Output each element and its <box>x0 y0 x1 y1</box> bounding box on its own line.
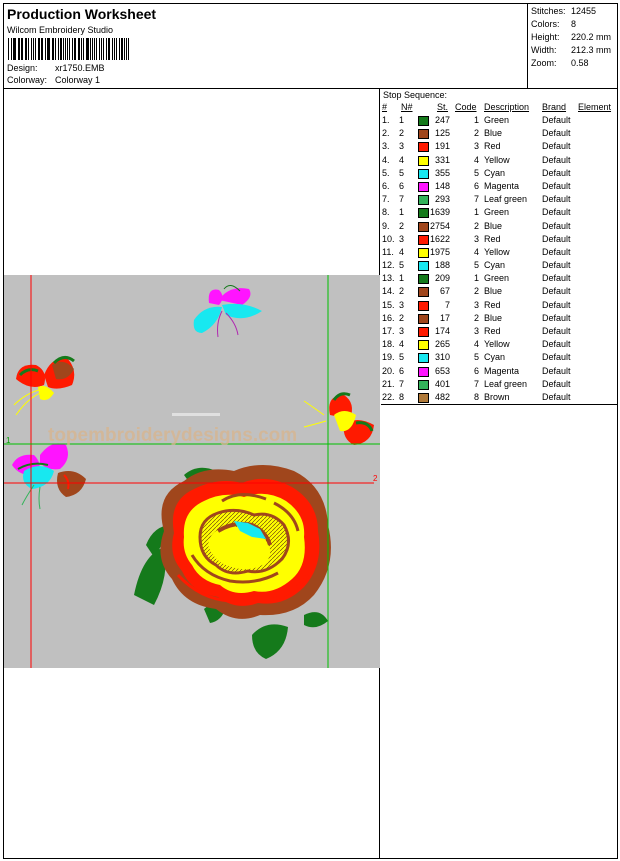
stop-number: 19. <box>382 352 395 363</box>
barcode-bar <box>55 38 56 60</box>
barcode-bar <box>38 38 39 60</box>
design-row <box>7 63 105 73</box>
barcode-bar <box>90 38 91 60</box>
stitch-count: 482 <box>434 391 450 402</box>
color-swatch <box>418 142 429 152</box>
color-description: Blue <box>484 286 503 297</box>
barcode-bar <box>8 38 9 60</box>
needle-number: 3 <box>399 233 405 244</box>
stop-number: 7. <box>382 194 390 205</box>
thread-brand: Default <box>542 391 571 402</box>
color-swatch <box>418 195 429 205</box>
color-code: 3 <box>473 326 479 336</box>
stitch-count: 17 <box>439 312 450 323</box>
design-label: Design: <box>7 63 38 73</box>
barcode-bar <box>26 38 27 60</box>
barcode-bar <box>101 38 102 60</box>
thread-brand: Default <box>542 194 571 205</box>
color-swatch <box>418 314 429 324</box>
needle-number: 4 <box>399 154 405 165</box>
butterfly-right <box>304 394 374 445</box>
barcode-bar <box>74 38 75 60</box>
thread-brand: Default <box>542 207 571 218</box>
barcode-bar <box>63 38 64 60</box>
thread-brand: Default <box>542 312 571 323</box>
needle-number: 5 <box>399 352 405 363</box>
color-code: 8 <box>473 391 479 402</box>
barcode-bar <box>121 38 123 60</box>
color-swatch <box>418 367 429 377</box>
color-code: 2 <box>473 286 479 297</box>
colorway-label: Colorway: <box>7 75 48 85</box>
stop-number: 20. <box>382 365 395 376</box>
barcode-bar <box>18 38 19 60</box>
stop-number: 22. <box>382 391 395 402</box>
needle-number: 3 <box>399 299 405 310</box>
color-code: 1 <box>473 115 479 125</box>
barcode-bar <box>87 38 88 60</box>
stop-row <box>381 352 617 365</box>
color-description: Blue <box>484 128 503 139</box>
stop-number: 3. <box>382 141 390 152</box>
stitch-count: 265 <box>434 339 450 350</box>
embroidery-design-image <box>4 275 380 668</box>
barcode-bar <box>69 38 70 60</box>
barcode-bar <box>99 38 101 60</box>
design-preview-pane <box>4 89 380 858</box>
stop-number: 13. <box>382 273 395 284</box>
stitch-count: 125 <box>434 128 450 139</box>
stop-row <box>381 366 617 379</box>
barcode-bar <box>58 38 59 60</box>
color-code: 7 <box>473 194 479 205</box>
stop-row <box>381 168 617 181</box>
color-description: Blue <box>484 312 503 323</box>
stitch-count: 247 <box>434 115 450 125</box>
thread-brand: Default <box>542 352 571 363</box>
color-description: Red <box>484 326 501 336</box>
rose-flower <box>160 465 331 619</box>
stop-number: 15. <box>382 299 395 310</box>
barcode-bar <box>28 38 29 60</box>
design-canvas <box>4 275 380 668</box>
barcode-bar <box>94 38 95 60</box>
color-code: 2 <box>473 312 479 323</box>
color-code: 3 <box>473 299 479 310</box>
colors-value: 8 <box>571 19 577 29</box>
stitches-value: 12455 <box>571 6 597 16</box>
color-description: Blue <box>484 220 503 231</box>
stop-number: 16. <box>382 312 395 323</box>
color-description: Cyan <box>484 352 506 363</box>
stitch-count: 188 <box>434 260 450 271</box>
colors-label: Colors: <box>531 19 560 29</box>
barcode-bar <box>78 38 80 60</box>
needle-number: 1 <box>399 273 405 284</box>
stitch-count: 293 <box>434 194 450 205</box>
barcode-bar <box>53 38 54 60</box>
thread-brand: Default <box>542 220 571 231</box>
barcode-bar <box>52 38 53 60</box>
color-description: Magenta <box>484 365 520 376</box>
stitch-count: 355 <box>434 167 450 178</box>
stop-row <box>381 260 617 273</box>
needle-number: 1 <box>399 115 405 125</box>
barcode-bar <box>48 38 49 60</box>
height-value: 220.2 mm <box>571 32 612 42</box>
stop-row <box>381 234 617 247</box>
stop-row <box>381 392 617 405</box>
barcode-bar <box>96 38 97 60</box>
color-code: 3 <box>473 141 479 152</box>
color-swatch <box>418 380 429 390</box>
needle-number: 5 <box>399 167 405 178</box>
barcode-bar <box>11 38 12 60</box>
needle-number: 4 <box>399 339 405 350</box>
color-swatch <box>418 129 429 139</box>
color-code: 1 <box>473 273 479 284</box>
stop-row <box>381 313 617 326</box>
stitch-count: 310 <box>434 352 450 363</box>
barcode-bar <box>109 38 110 60</box>
stitch-count: 653 <box>434 365 450 376</box>
stop-row <box>381 194 617 207</box>
barcode-bar <box>92 38 93 60</box>
color-description: Red <box>484 233 501 244</box>
col-header-brand: Brand <box>542 102 567 112</box>
barcode-bar <box>112 38 113 60</box>
stitches-row <box>531 6 596 16</box>
needle-number: 1 <box>399 207 405 218</box>
color-description: Leaf green <box>484 378 528 389</box>
stitch-count: 1622 <box>429 233 450 244</box>
color-swatch <box>418 274 429 284</box>
colorway-value: Colorway 1 <box>55 75 101 85</box>
thread-brand: Default <box>542 115 571 125</box>
thread-brand: Default <box>542 180 571 191</box>
color-description: Red <box>484 299 501 310</box>
barcode-bar <box>83 38 84 60</box>
stop-row <box>381 221 617 234</box>
width-value: 212.3 mm <box>571 45 612 55</box>
thread-brand: Default <box>542 339 571 350</box>
colors-row <box>531 19 576 29</box>
needle-number: 2 <box>399 286 405 297</box>
col-header-code: Code <box>455 102 477 112</box>
stitch-count: 331 <box>434 154 450 165</box>
color-description: Yellow <box>484 246 510 257</box>
barcode-bar <box>72 38 73 60</box>
thread-brand: Default <box>542 233 571 244</box>
thread-brand: Default <box>542 128 571 139</box>
barcode-bar <box>124 38 125 60</box>
color-code: 5 <box>473 352 479 363</box>
color-swatch <box>418 301 429 311</box>
needle-number: 7 <box>399 194 405 205</box>
color-code: 6 <box>473 180 479 191</box>
stop-row <box>381 207 617 220</box>
stitch-count: 209 <box>434 273 450 284</box>
col-header-number: # <box>382 102 388 112</box>
stop-sequence-rows <box>381 115 617 405</box>
color-swatch <box>418 208 429 218</box>
col-header-needle: N# <box>401 102 413 112</box>
stop-sequence-table <box>381 89 617 405</box>
color-description: Yellow <box>484 154 510 165</box>
barcode-bar <box>41 38 43 60</box>
stitch-count: 191 <box>434 141 450 152</box>
barcode-bar <box>21 38 23 60</box>
butterfly-left <box>14 357 74 415</box>
barcode-bar <box>35 38 36 60</box>
color-code: 4 <box>473 154 479 165</box>
barcode-bar <box>86 38 87 60</box>
stop-row <box>381 326 617 339</box>
color-swatch <box>418 248 429 258</box>
barcode-bar <box>106 38 107 60</box>
barcode-bar <box>75 38 76 60</box>
stop-number: 5. <box>382 167 390 178</box>
stop-row <box>381 300 617 313</box>
color-swatch <box>418 327 429 337</box>
needle-number: 7 <box>399 378 405 389</box>
stop-number: 18. <box>382 339 395 350</box>
col-header-stitches: St. <box>437 102 449 112</box>
stop-row <box>381 247 617 260</box>
stop-number: 8. <box>382 207 390 218</box>
needle-number: 8 <box>399 391 405 402</box>
stop-row <box>381 115 617 128</box>
barcode-bar <box>25 38 26 60</box>
barcode-bar <box>14 38 15 60</box>
thread-brand: Default <box>542 246 571 257</box>
stop-number: 4. <box>382 154 390 165</box>
stop-number: 10. <box>382 233 395 244</box>
colorway-row <box>7 75 100 85</box>
page-title: Production Worksheet <box>7 6 157 22</box>
needle-number: 2 <box>399 128 405 139</box>
barcode-bar <box>19 38 20 60</box>
watermark-text: topembroiderydesigns.com <box>48 425 298 446</box>
stitch-count: 1975 <box>429 246 450 257</box>
color-description: Yellow <box>484 339 510 350</box>
thread-brand: Default <box>542 141 571 152</box>
color-description: Green <box>484 207 510 218</box>
thread-brand: Default <box>542 299 571 310</box>
barcode-bar <box>13 38 14 60</box>
color-code: 4 <box>473 339 479 350</box>
needle-number: 2 <box>399 220 405 231</box>
thread-brand: Default <box>542 167 571 178</box>
stop-number: 6. <box>382 180 390 191</box>
stop-sequence-header <box>381 102 617 114</box>
marker-2: 2 <box>373 474 378 483</box>
stop-row <box>381 128 617 141</box>
color-swatch <box>418 287 429 297</box>
marker-1: 1 <box>6 436 11 445</box>
width-label: Width: <box>531 45 557 55</box>
color-swatch <box>418 156 429 166</box>
design-stats <box>527 4 617 88</box>
color-description: Leaf green <box>484 194 528 205</box>
stop-number: 17. <box>382 326 395 336</box>
color-swatch <box>418 116 429 126</box>
barcode-bar <box>128 38 129 60</box>
color-swatch <box>418 261 429 271</box>
color-swatch <box>418 182 429 192</box>
needle-number: 4 <box>399 246 405 257</box>
zoom-row <box>531 58 589 68</box>
stop-row <box>381 286 617 299</box>
thread-brand: Default <box>542 326 571 336</box>
color-code: 2 <box>473 128 479 139</box>
barcode-bar <box>103 38 104 60</box>
needle-number: 3 <box>399 326 405 336</box>
stitch-count: 7 <box>444 299 450 310</box>
zoom-value: 0.58 <box>571 58 589 68</box>
barcode-bar <box>114 38 115 60</box>
color-swatch <box>418 353 429 363</box>
color-swatch <box>418 235 429 245</box>
production-worksheet <box>3 3 618 859</box>
stitch-count: 2754 <box>429 220 450 231</box>
barcode-bar <box>45 38 46 60</box>
barcode <box>8 38 130 60</box>
stitch-count: 174 <box>434 326 450 336</box>
butterfly-top <box>194 285 262 337</box>
needle-number: 6 <box>399 365 405 376</box>
color-description: Red <box>484 141 501 152</box>
design-value: xr1750.EMB <box>55 63 105 73</box>
watermark-bar <box>172 413 220 416</box>
stop-number: 11. <box>382 246 394 257</box>
color-description: Cyan <box>484 167 506 178</box>
color-code: 6 <box>473 365 479 376</box>
col-header-element: Element <box>578 102 612 112</box>
barcode-bar <box>31 38 32 60</box>
thread-brand: Default <box>542 260 571 271</box>
color-swatch <box>418 393 429 403</box>
stop-row <box>381 141 617 154</box>
color-swatch <box>418 340 429 350</box>
stop-row <box>381 339 617 352</box>
barcode-bar <box>81 38 82 60</box>
stop-number: 21. <box>382 378 395 389</box>
stop-row <box>381 273 617 286</box>
height-row <box>531 32 611 42</box>
worksheet-header <box>4 4 617 89</box>
color-code: 3 <box>473 233 479 244</box>
thread-brand: Default <box>542 154 571 165</box>
barcode-bar <box>60 38 62 60</box>
needle-number: 2 <box>399 312 405 323</box>
stitch-count: 67 <box>439 286 450 297</box>
stop-row <box>381 155 617 168</box>
col-header-description: Description <box>484 102 530 112</box>
barcode-bar <box>116 38 117 60</box>
barcode-bar <box>47 38 48 60</box>
barcode-bar <box>65 38 66 60</box>
stop-number: 14. <box>382 286 395 297</box>
needle-number: 3 <box>399 141 405 152</box>
thread-brand: Default <box>542 273 571 284</box>
stop-number: 1. <box>382 115 390 125</box>
height-label: Height: <box>531 32 560 42</box>
stop-sequence-title: Stop Sequence: <box>383 90 448 100</box>
company-name: Wilcom Embroidery Studio <box>7 25 114 35</box>
stitch-count: 1639 <box>429 207 450 218</box>
thread-brand: Default <box>542 286 571 297</box>
color-code: 5 <box>473 167 479 178</box>
color-description: Magenta <box>484 180 520 191</box>
barcode-bar <box>67 38 68 60</box>
barcode-bar <box>126 38 127 60</box>
color-description: Green <box>484 115 510 125</box>
thread-brand: Default <box>542 378 571 389</box>
color-description: Brown <box>484 391 510 402</box>
stop-number: 9. <box>382 220 390 231</box>
color-description: Green <box>484 273 510 284</box>
stop-row <box>381 379 617 392</box>
barcode-bar <box>119 38 120 60</box>
color-code: 7 <box>473 378 479 389</box>
needle-number: 6 <box>399 180 405 191</box>
butterfly-left-lower <box>12 443 86 509</box>
stop-row <box>381 181 617 194</box>
color-code: 1 <box>473 207 479 218</box>
barcode-bar <box>39 38 40 60</box>
zoom-label: Zoom: <box>531 58 557 68</box>
barcode-bar <box>33 38 34 60</box>
needle-number: 5 <box>399 260 405 271</box>
stop-number: 12. <box>382 260 395 271</box>
color-swatch <box>418 222 429 232</box>
width-row <box>531 45 611 55</box>
stop-number: 2. <box>382 128 390 139</box>
thread-brand: Default <box>542 365 571 376</box>
color-swatch <box>418 169 429 179</box>
stitch-count: 148 <box>434 180 450 191</box>
stitches-label: Stitches: <box>531 6 566 16</box>
color-code: 2 <box>473 220 479 231</box>
barcode-bar <box>108 38 109 60</box>
stitch-count: 401 <box>434 378 450 389</box>
color-code: 5 <box>473 260 479 271</box>
color-description: Cyan <box>484 260 506 271</box>
color-code: 4 <box>473 246 479 257</box>
